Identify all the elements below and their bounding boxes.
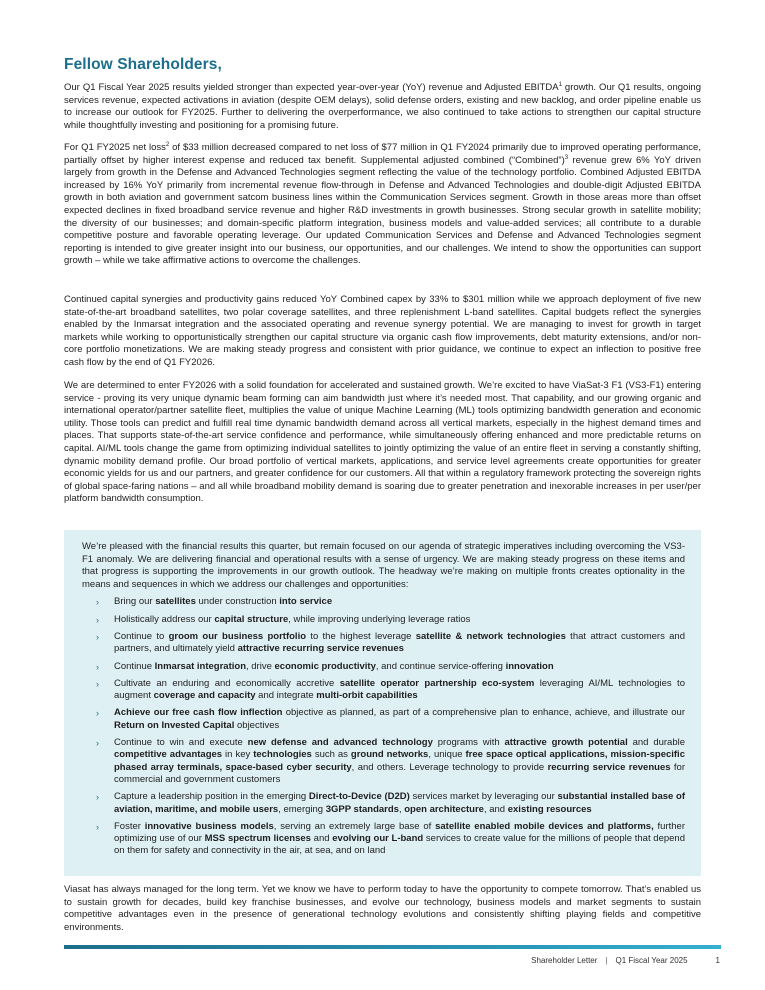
list-item-text: Achieve our free cash flow inflection objective as planned, as part of a comprehensive plan to enhance, achieve, and illustrate our Return on Invested Capital objectives — [114, 707, 686, 731]
list-item-text: Continue to win and execute new defense and advanced technology programs with attractive growth potential and durable competitive advantages in key technologies such as ground networks, unique free space optical applications, mission-specific phased array terminals, space-based cyber security, and others. Leverage technology to provide recurring service revenues for commercial and government customers — [114, 737, 686, 785]
list-item — [96, 678, 685, 703]
chevron-right-icon: › — [96, 821, 99, 832]
chevron-right-icon: › — [96, 792, 99, 803]
footnote-marker: 1 — [558, 81, 562, 88]
page-footer — [531, 956, 720, 965]
page-title: Fellow Shareholders, — [64, 56, 222, 73]
paragraph-fy2026: We are determined to enter FY2026 with a solid foundation for accelerated and sustained growth. We’re excited to have ViaSat-3 F1 (VS3-F1) entering service - proving its very unique dynamic beam forming can aim bandwidth just where it’s needed most. That capability, and our growing organic and international operator/partner satellite fleet, multiplies the value of unique Machine Learning (ML) tools optimizing bandwidth generation and economic utility. Those tools can predict and fulfill real time dynamic bandwidth demand across all vertical markets, especially in the highest demand times and places. That supports state-of-the-art service confidence and performance, while simultaneously offering enhanced and more predictable returns on capital. AI/ML tools change the game from optimizing individual satellites to jointly optimizing the value of an entire fleet in serving a constantly shifting, dynamic mobility demand profile. Our broad portfolio of vertical markets, applications, and service level agreements create opportunities for greater economic yields for us and our partners, and greater confidence for our customers. All that within a regulatory framework protecting the sovereign rights of global space-faring nations – and all while broadband mobility demand is soaring due to greater penetration and inexorable increases in per user/per platform bandwidth consumption. — [64, 380, 701, 505]
chevron-right-icon: › — [96, 631, 99, 642]
chevron-right-icon: › — [96, 661, 99, 672]
paragraph-long-term: Viasat has always managed for the long term. Yet we know we have to perform today to have the opportunity to compete tomorrow. That’s enabled us to sustain growth for decades, build key franchise businesses, and evolve our technology, business models and market segments to sustain competitive advantages even in the presence of generational technology evolutions and consistently shifting playing fields and competitive environments. — [64, 884, 701, 933]
list-item-text: Bring our satellites under construction into service — [114, 596, 333, 608]
callout-intro: We’re pleased with the financial results this quarter, but remain focused on our agenda of strategic imperatives including overcoming the VS3-F1 anomaly. We are delivering financial and operational results with a sense of urgency. We are making steady progress on these items and that progress is supporting the improvements in our growth outlook. The headway we’re making on multiple fronts creates optionality in the means and sequences in which we address our challenges and opportunities: — [82, 541, 685, 590]
list-item-text: Cultivate an enduring and economically accretive satellite operator partnership eco-system leveraging AI/ML technologies to augment coverage and capacity and integrate multi-orbit capabilities — [114, 677, 685, 702]
list-item — [96, 707, 685, 732]
list-item — [96, 737, 685, 786]
chevron-right-icon: › — [96, 614, 99, 625]
page-number: 1 — [715, 956, 720, 965]
list-item — [96, 596, 685, 608]
footnote-marker: 3 — [564, 154, 569, 161]
list-item — [96, 821, 685, 858]
list-item — [96, 661, 685, 673]
footer-period: Q1 Fiscal Year 2025 — [615, 956, 688, 965]
footer-doc-title: Shareholder Letter — [531, 956, 598, 965]
footer-rule — [64, 945, 721, 949]
list-item — [96, 791, 685, 816]
list-item-text: Capture a leadership position in the emerging Direct-to-Device (D2D) services market by leveraging our substantial installed base of aviation, maritime, and mobile users, emerging 3GPP standards, open architecture, and existing resources — [114, 791, 685, 815]
footer-separator: | — [605, 956, 608, 965]
list-item — [96, 614, 685, 626]
list-item-text: Continue Inmarsat integration, drive economic productivity, and continue service-offering innovation — [114, 660, 554, 672]
paragraph-intro: Our Q1 Fiscal Year 2025 results yielded stronger than expected year-over-year (YoY) revenue and Adjusted EBITDA$^1$ growth. Our Q1 results, ongoing services revenue, expected activations in aviation (despite OEM delays), solid defense orders, existing and new backlog, and order pipeline enable us to increase our outlook for FY2025. Further to delivering the overperformance, we also continued to take actions to strengthen our capital structure while thoughtfully investing and positioning for a promising future. — [64, 81, 701, 131]
list-item — [96, 631, 685, 656]
footnote-marker: 2 — [165, 141, 170, 148]
list-item-text: Foster innovative business models, serving an extremely large base of satellite enabled mobile devices and platforms, further optimizing use of our MSS spectrum licenses and evolving our L-band services to create value for the millions of people that depend on them for safety and connectivity in the air, at sea, and on land — [114, 820, 686, 857]
chevron-right-icon: › — [96, 678, 99, 689]
strategic-imperatives-box — [64, 530, 701, 876]
chevron-right-icon: › — [96, 597, 99, 608]
list-item-text: Holistically address our capital structure, while improving underlying leverage ratios — [114, 613, 471, 625]
paragraph-net-loss: For Q1 FY2025 net loss$^2$ of $33 million decreased compared to net loss of $77 million in Q1 FY2024 primarily due to improved operating performance, partially offset by higher interest expense and reduced tax benefit. Supplemental adjusted combined (“Combined”)$^3$ revenue grew 6% YoY driven largely from growth in the Defense and Advanced Technologies segment reflecting the value of the technology portfolio. Combined Adjusted EBITDA increased by 16% YoY primarily from incremental revenue flow-through in Defense and Advanced Technologies and double-digit Adjusted EBITDA growth in both aviation and government satcom business lines within the Communication Services segment. Growth in those areas more than offset expected declines in fixed broadband service revenue and higher R&D investments in growth businesses. Strong secular growth in satellite mobility; the diversity of our businesses; and domain-specific platform integration, business models and value-added services; all contribute to a durable competitive posture and favorable operating leverage. Our updated Communication Services and Defense and Advanced Technologies segment reporting is intended to give greater insight into our business, our opportunities, and our challenges. We intend to show the opportunities can support growth – while we take affirmative actions to overcome the challenges. — [64, 141, 701, 267]
paragraph-capex: Continued capital synergies and productivity gains reduced YoY Combined capex by 33% to $301 million while we approach deployment of five new state-of-the-art broadband satellites, two polar coverage satellites, and three replenishment L-band satellites. Capital budgets reflect the synergies enabled by the Inmarsat integration and the associated operating and revenue synergy potential. We are managing to invest for growth in target markets while working to opportunistically strengthen our capital structure via organic cash flow improvements, debt maturity extensions, and/or non-core portfolio monetizations. We are making steady progress and consistent with prior guidance, we continue to expect an inflection to positive free cash flow by the end of Q1 FY2026. — [64, 294, 701, 368]
chevron-right-icon: › — [96, 708, 99, 719]
list-item-text: Continue to groom our business portfolio to the highest leverage satellite & network technologies that attract customers and partners, and ultimately yield attractive recurring service revenues — [114, 630, 685, 655]
chevron-right-icon: › — [96, 738, 99, 749]
imperatives-list — [82, 596, 685, 857]
